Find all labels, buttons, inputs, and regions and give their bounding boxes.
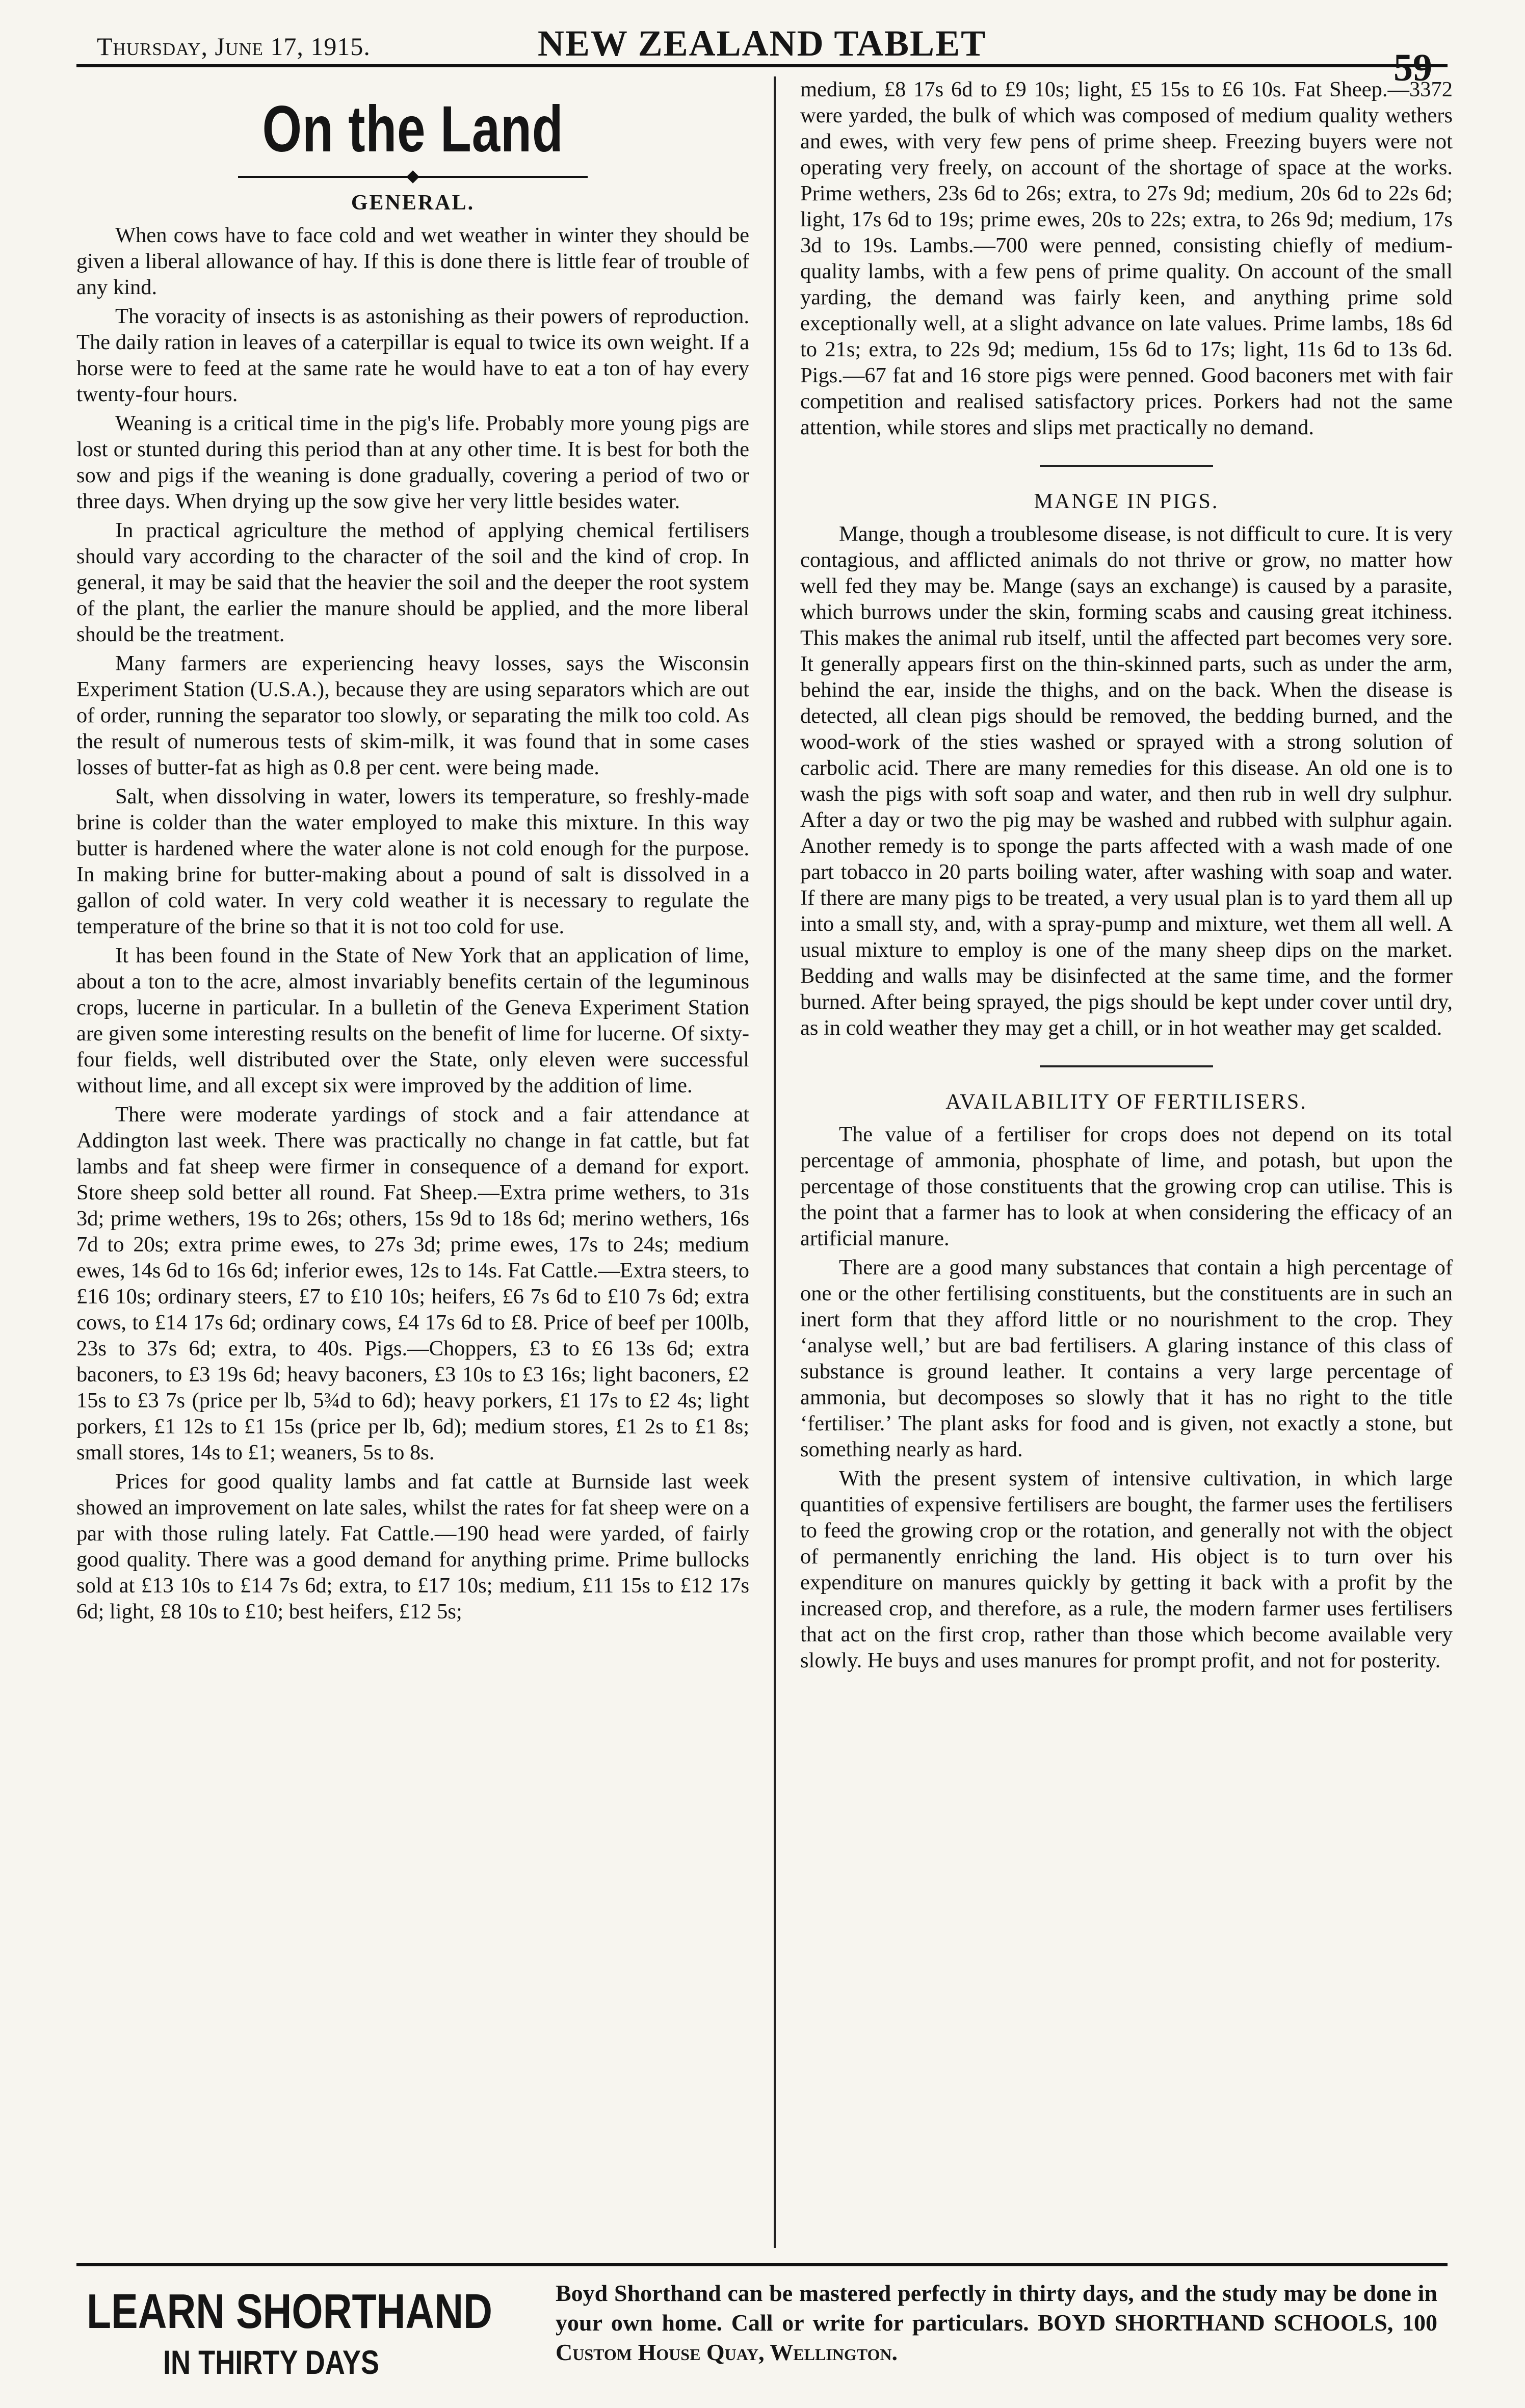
ad-body-text: Boyd Shorthand can be mastered perfectly in thirty days, and the study may be done in your own home. Call or write for particulars. BOYD SHORTHAND SCHOOLS, 100 [556,2280,1437,2336]
paragraph: Mange, though a troublesome disease, is not difficult to cure. It is very contagious, and afflicted animals do not thrive or grow, no matter how well fed they may be. Mange (says an exchange) is caused by a parasite, which burrows under the skin, forming scabs and causing great itchiness. This makes the animal rub itself, until the affected part becomes very sore. It generally appears first on the thin-skinned parts, such as under the arm, behind the ear, inside the thighs, and on the back. When the disease is detected, all clean pigs should be removed, the bedding burned, and the wood-work of the sties washed or sprayed with a strong solution of carbolic acid. There are many remedies for this disease. An old one is to wash the pigs with soft soap and water, and then rub in well dry sulphur. After a day or two the pig may be washed and rubbed with sulphur again. Another remedy is to sponge the parts affected with a wash made of one part tobacco in 20 parts boiling water, after washing with soap and water. If there are many pigs to be treated, a very usual plan is to yard them all up into a small sty, and, with a spray-pump and mixture, wet them all well. A usual mixture to employ is one of the many sheep dips on the market. Bedding and walls may be disinfected at the same time, and the former burned. After being sprayed, the pigs should be kept under cover until dry, as in cold weather they may get a chill, or in hot weather may get scalded. [800,522,1453,1040]
headline-ornament [76,172,749,181]
newspaper-title: NEW ZEALAND TABLET [537,23,987,64]
column-divider [774,76,776,2248]
section-heading-mange: MANGE IN PIGS. [1034,490,1219,513]
article-headline: On the Land [262,93,564,166]
section-heading-fertilisers: AVAILABILITY OF FERTILISERS. [945,1090,1307,1114]
paragraph: It has been found in the State of New York that an application of lime, about a ton to the acre, almost invariably benefits certain of the leguminous crops, lucerne in particular. In a bulletin of the Geneva Experiment Station are given some interesting results on the benefit of lime for lucerne. Of sixty-four fields, well distributed over the State, only eleven were successful without lime, and all except six were improved by the addition of lime. [76,944,749,1098]
section-heading-general: GENERAL. [351,191,475,215]
shorthand-advertisement [76,2263,1448,2394]
left-column [76,76,749,1628]
paragraph: The value of a fertiliser for crops does not depend on its total percentage of ammonia, phosphate of lime, and potash, but upon the percentage of those constituents that the growing crop can utilise. This is the point that a farmer has to look at when considering the efficacy of an artificial manure. [800,1122,1453,1250]
paragraph: The voracity of insects is as astonishing as their powers of reproduction. The daily ration in leaves of a caterpillar is equal to twice its own weight. If a horse were to feed at the same rate he would have to eat a ton of hay every twenty-four hours. [76,304,749,407]
paragraph: With the present system of intensive cultivation, in which large quantities of expensive fertilisers are bought, the farmer uses the fertilisers to feed the growing crop or the rotation, and generally not with the object of permanently enriching the land. His object is to turn over his expenditure on manures quickly by getting it back with a profit by the increased crop, and therefore, as a rule, the modern farmer uses fertilisers that act on the first crop, rather than those which become available very slowly. He buys and uses manures for prompt profit, and not for posterity. [800,1467,1453,1672]
section-rule [1040,465,1213,467]
ad-headline: LEARN SHORTHAND [87,2284,492,2339]
paragraph: Prices for good quality lambs and fat cattle at Burnside last week showed an improvement on late sales, whilst the rates for fat sheep were on a par with those ruling lately. Fat Cattle.—190 head were yarded, of fairly good quality. There was a good demand for anything prime. Prime bullocks sold at £13 10s to £14 7s 6d; extra, to £17 10s; medium, £11 15s to £12 17s 6d; light, £8 10s to £10; best heifers, £12 5s; [76,1470,749,1624]
paragraph: Salt, when dissolving in water, lowers its temperature, so freshly-made brine is colder than the water employed to make this mixture. In this way butter is hardened where the water alone is not cold enough for the purpose. In making brine for butter-making about a pound of salt is dissolved in a gallon of cold water. In very cold weather it is necessary to regulate the temperature of the brine so that it is not too cold for use. [76,784,749,939]
page-number: 59 [1393,46,1432,89]
paragraph: Many farmers are experiencing heavy losses, says the Wisconsin Experiment Station (U.S.A.), because they are using separators which are out of order, running the separator too slowly, or separating the milk too cold. As the result of numerous tests of skim-milk, it was found that in some cases losses of butter-fat as high as 0.8 per cent. were being made. [76,651,749,780]
paragraph: When cows have to face cold and wet weather in winter they should be given a liberal allowance of hay. If this is done there is little fear of trouble of any kind. [76,223,749,300]
paragraph: Weaning is a critical time in the pig's life. Probably more young pigs are lost or stunted during this period than at any other time. It is best for both the sow and pigs if the weaning is done gradually, covering a period of two or three days. When drying up the sow give her very little besides water. [76,411,749,514]
paragraph: There are a good many substances that contain a high percentage of one or the other fertilising constituents, but the constituents are in such an inert form that they afford little or no nourishment to the crop. They ‘analyse well,’ but are bad fertilisers. A glaring instance of this class of substance is ground leather. It contains a very large percentage of ammonia, but decomposes so slowly that it has no right to the title ‘fertiliser.’ The plant asks for food and is given, not exactly a stone, but something nearly as hard. [800,1255,1453,1461]
paragraph: In practical agriculture the method of applying chemical fertilisers should vary according to the character of the soil and the kind of crop. In general, it may be said that the heavier the soil and the deeper the root system of the plant, the earlier the manure should be applied, and the more liberal should be the treatment. [76,518,749,647]
continued-paragraph: medium, £8 17s 6d to £9 10s; light, £5 15s to £6 10s. Fat Sheep.—3372 were yarded, the bulk of which was composed of medium quality wethers and ewes, with very few pens of prime sheep. Freezing buyers were not operating very freely, on account of the shortage of space at the works. Prime wethers, 23s 6d to 26s; extra, to 27s 9d; medium, 20s 6d to 22s 6d; light, 17s 6d to 19s; prime ewes, 20s to 22s; extra, to 26s 9d; medium, 17s 3d to 19s. Lambs.—700 were penned, consisting chiefly of medium-quality lambs, with a few pens of prime quality. On account of the small yarding, the demand was fairly keen, and anything prime sold exceptionally well, at a slight advance on late values. Prime lambs, 18s 6d to 21s; extra, to 22s 9d; medium, 15s 6d to 17s; light, 11s 6d to 13s 6d. Pigs.—67 fat and 16 store pigs were penned. Good baconers met with fair competition and realised satisfactory prices. Porkers had not the same attention, while stores and slips met practically no demand. [800,77,1453,439]
section-rule [1040,1065,1213,1067]
masthead [76,15,1448,89]
right-column [800,76,1453,1677]
paragraph: There were moderate yardings of stock and a fair attendance at Addington last week. There was practically no change in fat cattle, but fat lambs and fat sheep were firmer in consequence of a demand for export. Store sheep sold better all round. Fat Sheep.—Extra prime wethers, to 31s 3d; prime wethers, 19s to 26s; others, 15s 9d to 18s 6d; merino wethers, 16s 7d to 20s; extra prime ewes, to 27s 3d; prime ewes, 17s to 24s; medium ewes, 14s 6d to 16s 6d; inferior ewes, 12s to 14s. Fat Cattle.—Extra steers, to £16 10s; ordinary steers, £7 to £10 10s; heifers, £6 7s 6d to £10 7s 6d; extra cows, to £14 17s 6d; ordinary cows, £4 17s 6d to £8. Price of beef per 100lb, 23s to 37s 6d; extra, to 40s. Pigs.—Choppers, £3 to £6 13s 6d; extra baconers, to £3 19s 6d; heavy baconers, £3 10s to £3 16s; light baconers, £2 15s to £3 7s (price per lb, 5¾d to 6d); heavy porkers, £1 17s to £2 4s; light porkers, £1 12s to £1 15s (price per lb, 6d); medium stores, £1 2s to £1 8s; small stores, 14s to £1; weaners, 5s to 8s. [76,1103,749,1465]
ad-body [556,2279,1437,2367]
issue-date: Thursday, June 17, 1915. [97,32,371,61]
ad-subheadline: IN THIRTY DAYS [163,2343,380,2381]
ad-address: Custom House Quay, Wellington. [556,2339,898,2365]
